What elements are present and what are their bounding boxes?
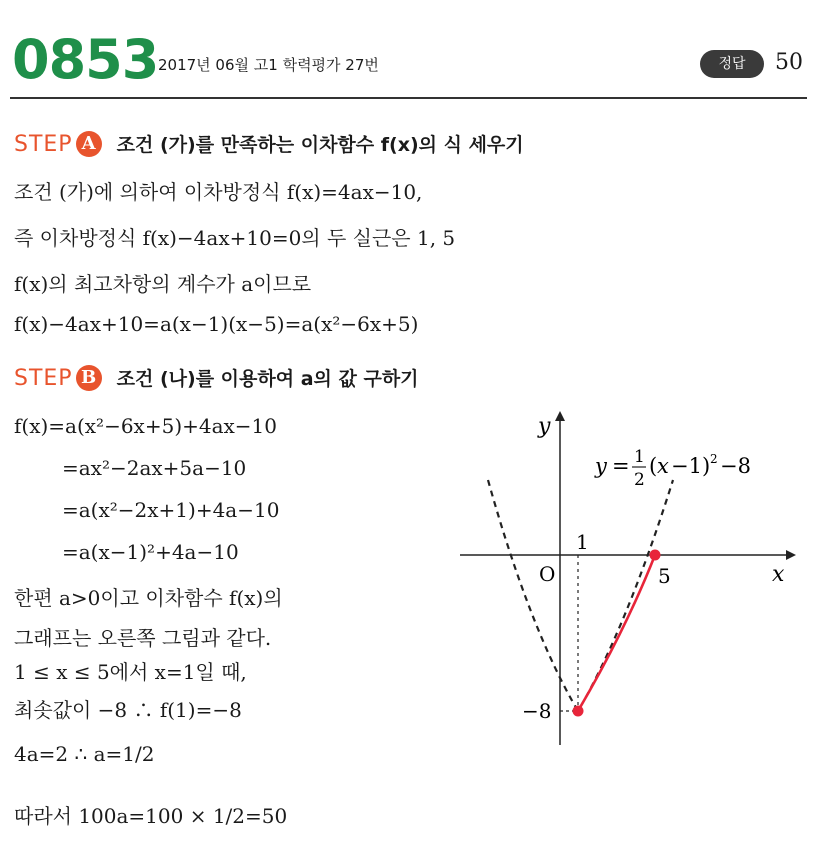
step-a-letter: A <box>76 131 102 157</box>
step-a-line-3: f(x)의 최고차항의 계수가 a이므로 <box>14 272 312 296</box>
step-b-line-2: =ax²−2ax+5a−10 <box>62 456 247 480</box>
step-b-line-9: 4a=2 ∴ a=1/2 <box>14 742 155 766</box>
step-b-line-10: 따라서 100a=100 × 1/2=50 <box>14 804 288 828</box>
step-b-line-3: =a(x²−2x+1)+4a−10 <box>62 498 280 522</box>
problem-source: 2017년 06월 고1 학력평가 27번 <box>158 56 379 74</box>
step-b-title: 조건 (나)를 이용하여 a의 값 구하기 <box>116 368 419 390</box>
problem-number: 0853 <box>12 28 159 91</box>
step-b-line-4: =a(x−1)²+4a−10 <box>62 540 239 564</box>
step-b-label: STEP <box>14 366 73 391</box>
svg-text:2: 2 <box>634 470 645 490</box>
svg-text:−8: −8 <box>720 454 751 478</box>
step-b-line-6: 그래프는 오른쪽 그림과 같다. <box>14 626 272 650</box>
header-divider <box>10 97 807 99</box>
y-axis-label: y <box>538 414 551 439</box>
origin-label: O <box>539 562 556 586</box>
step-b-line-1: f(x)=a(x²−6x+5)+4ax−10 <box>14 414 278 438</box>
svg-text:x: x <box>657 454 669 478</box>
step-a-title: 조건 (가)를 만족하는 이차함수 f(x)의 식 세우기 <box>116 134 524 156</box>
tick-label-1: 1 <box>576 530 589 554</box>
svg-text:(: ( <box>649 454 658 478</box>
svg-text:2: 2 <box>710 452 718 466</box>
tick-label-5: 5 <box>658 564 671 588</box>
step-a-line-4: f(x)−4ax+10=a(x−1)(x−5)=a(x²−6x+5) <box>14 312 419 336</box>
x-axis-arrow <box>786 550 796 560</box>
parabola-dashed <box>488 480 673 711</box>
step-a-line-2: 즉 이차방정식 f(x)−4ax+10=0의 두 실근은 1, 5 <box>14 226 456 250</box>
parabola-graph <box>440 405 810 750</box>
answer-value: 50 <box>775 50 803 75</box>
root-point <box>650 550 661 561</box>
svg-text:1: 1 <box>634 447 645 467</box>
svg-text:−1): −1) <box>671 454 711 478</box>
tick-label-neg8: −8 <box>522 699 552 723</box>
step-a-label: STEP <box>14 132 73 157</box>
step-b-letter: B <box>76 365 102 391</box>
step-b-heading <box>14 364 419 391</box>
curve-equation-text: y=1/2(x−1)²−8 <box>440 405 448 406</box>
vertex-point <box>573 706 584 717</box>
y-axis-arrow <box>555 411 565 421</box>
svg-text:=: = <box>612 454 630 478</box>
step-b-line-7: 1 ≤ x ≤ 5에서 x=1일 때, <box>14 660 247 684</box>
step-a-line-1: 조건 (가)에 의하여 이차방정식 f(x)=4ax−10, <box>14 180 423 204</box>
svg-text:y: y <box>595 454 607 478</box>
answer-badge: 정답 <box>700 50 764 78</box>
step-b-line-8: 최솟값이 −8 ∴ f(1)=−8 <box>14 698 242 722</box>
step-b-line-5: 한편 a>0이고 이차함수 f(x)의 <box>14 586 283 610</box>
x-axis-label: x <box>772 562 785 587</box>
step-a-heading <box>14 130 524 157</box>
